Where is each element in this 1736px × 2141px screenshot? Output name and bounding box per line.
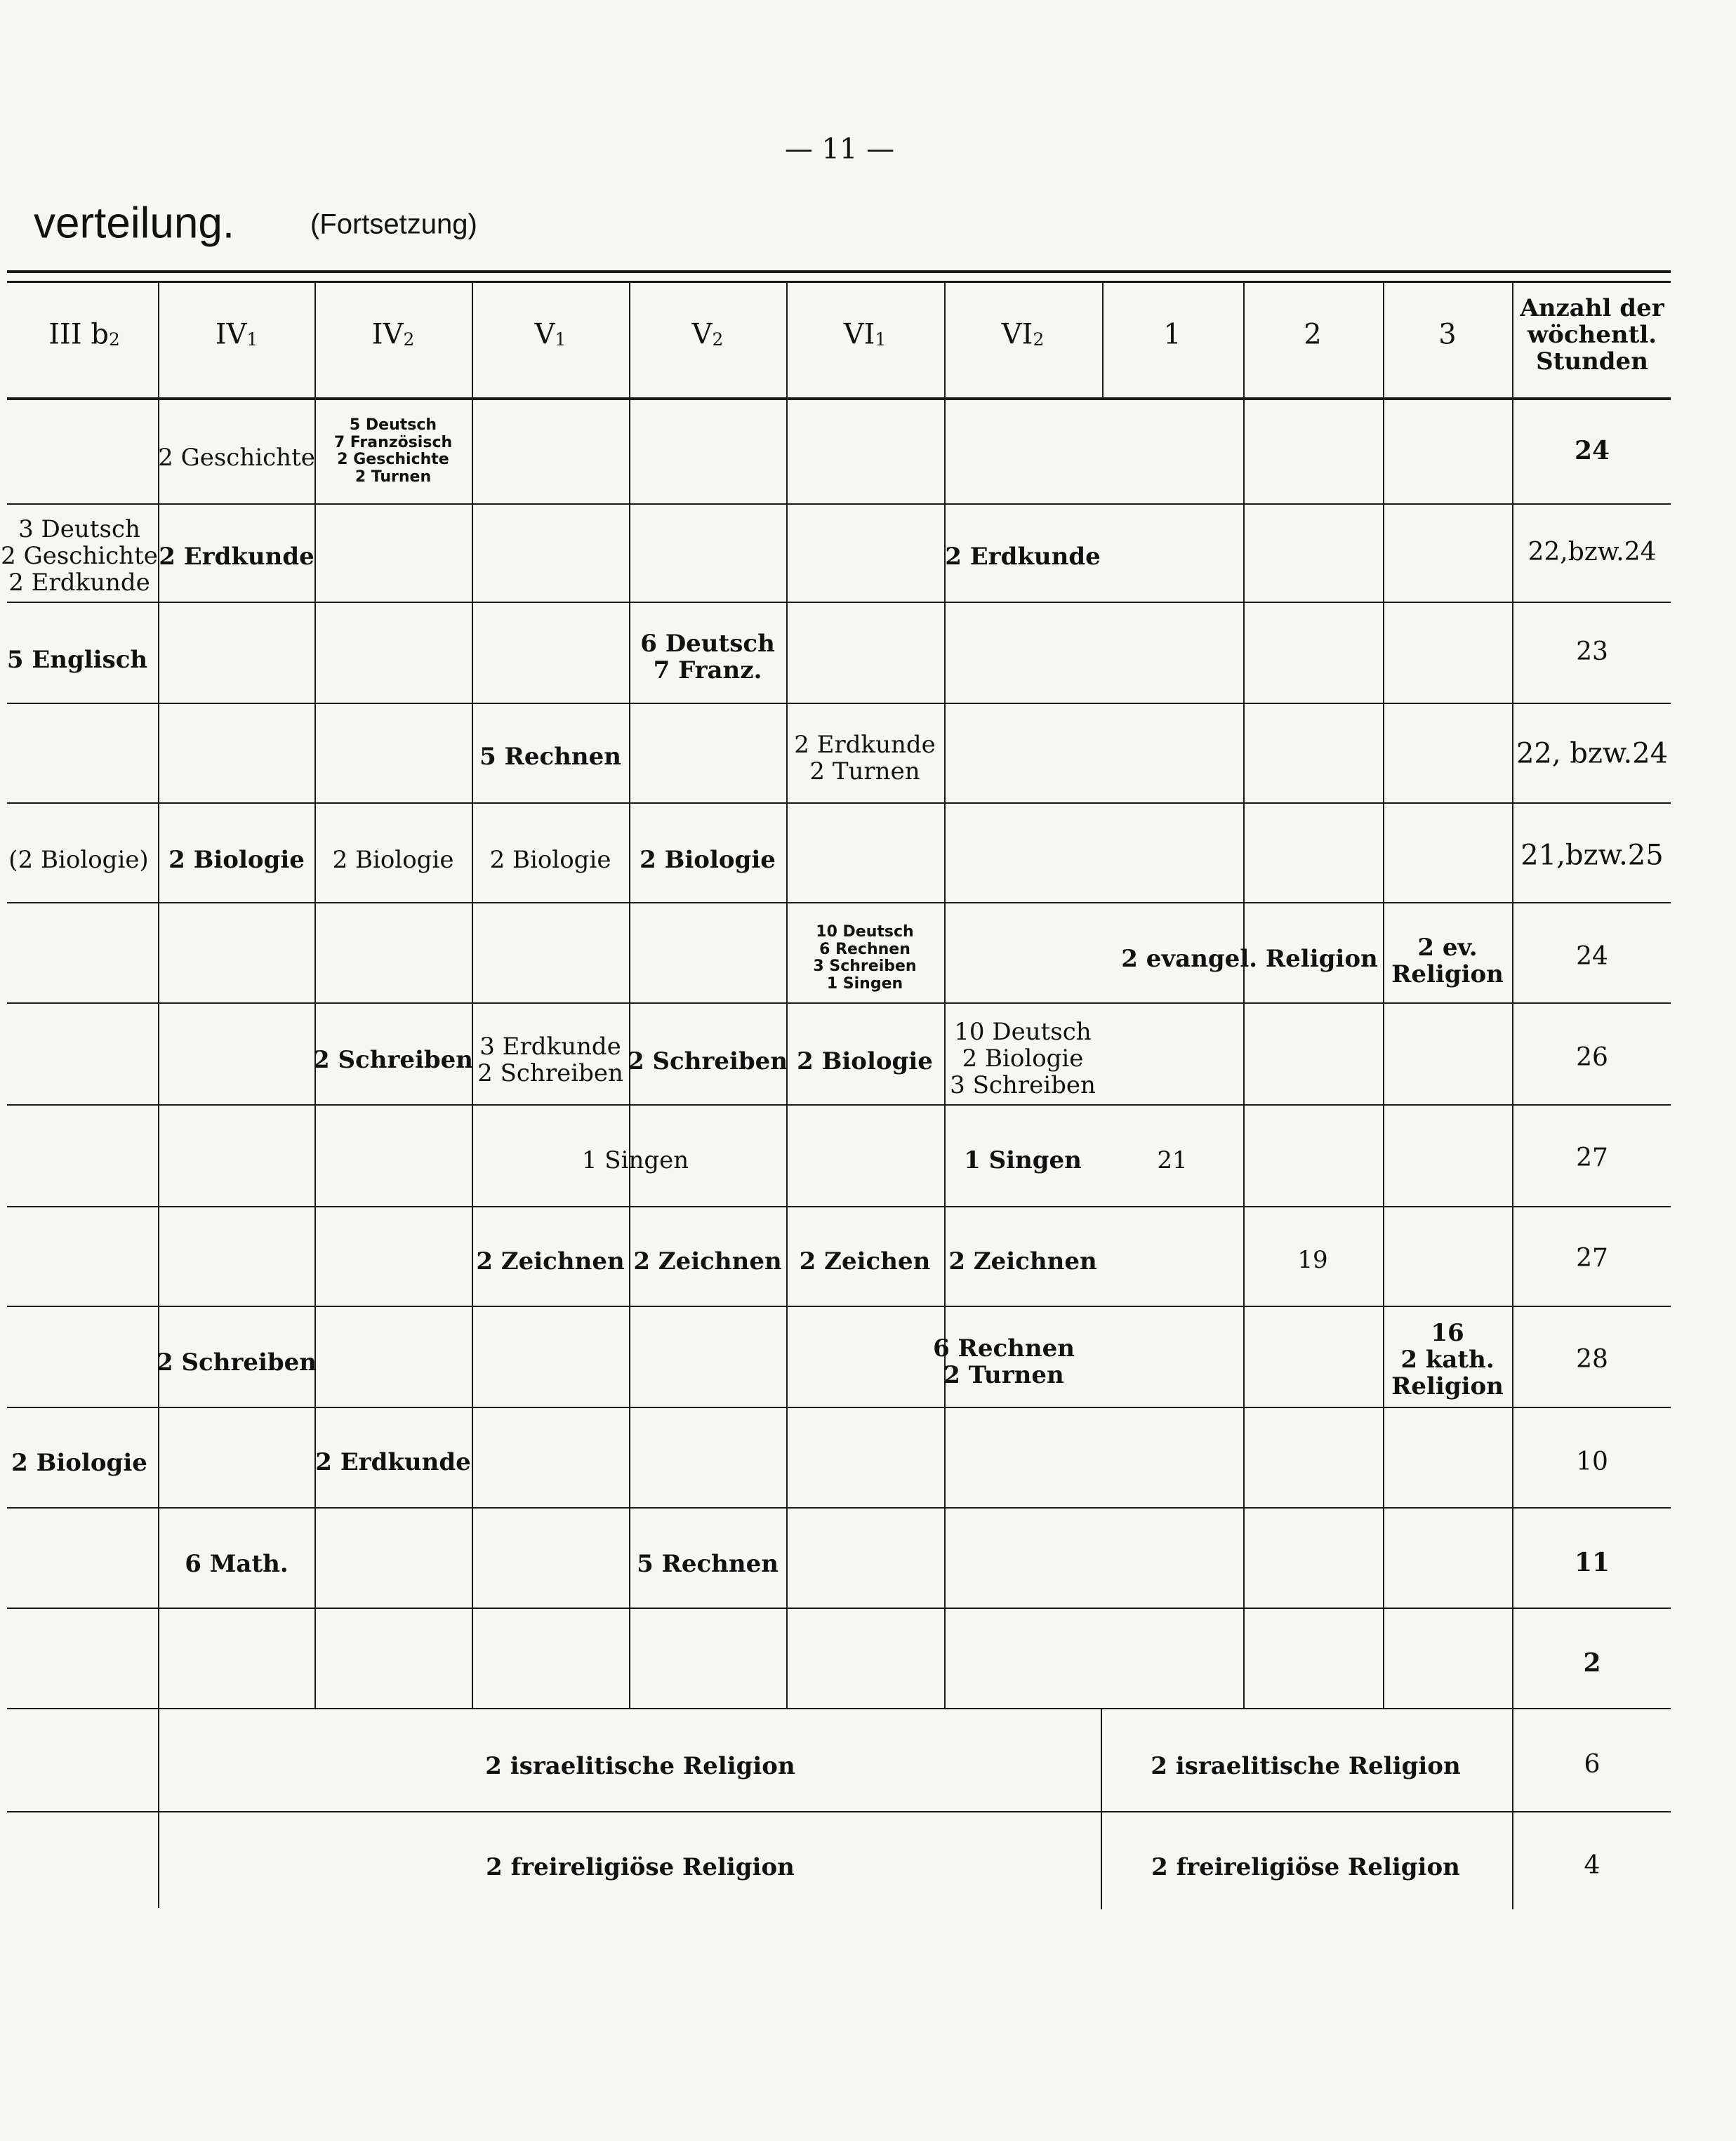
cell-r11-c0: 2 Biologie	[11, 1448, 147, 1477]
cell-r5-c1: 2 Biologie	[168, 845, 305, 874]
cell-r10-hours: 28	[1576, 1344, 1608, 1374]
cell-r3-c0: 5 Englisch	[6, 645, 148, 674]
page-number: — 11 —	[784, 133, 895, 166]
cell-r8-c6: 1 Singen	[964, 1146, 1082, 1174]
cell-r9-hours: 27	[1576, 1243, 1608, 1273]
cell-r6-c78: 2 evangel. Religion	[1121, 944, 1378, 973]
cell-r4-c5: 2 Erdkunde 2 Turnen	[794, 730, 936, 786]
page-subtitle: (Fortsetzung)	[310, 208, 477, 240]
cell-r9-c5: 2 Zeichen	[799, 1247, 931, 1275]
col-rule	[1101, 1709, 1102, 1909]
header-class-iv2: $IV_2$	[371, 318, 415, 351]
cell-r12-hours: 11	[1574, 1547, 1610, 1577]
row-separator	[7, 902, 1671, 903]
page-title: verteilung.	[34, 199, 235, 248]
col-rule	[944, 399, 946, 1709]
cell-r5-c2: 2 Biologie	[332, 845, 454, 874]
cell-r9-c3: 2 Zeichnen	[476, 1247, 625, 1275]
cell-r3-hours: 23	[1576, 637, 1608, 666]
cell-r4-c3: 5 Rechnen	[479, 742, 621, 771]
header-hours: Anzahl der wöchentl. Stunden	[1520, 293, 1664, 376]
row-separator	[7, 1002, 1671, 1004]
cell-r6-c5: 10 Deutsch 6 Rechnen 3 Schreiben 1 Singen	[813, 922, 917, 993]
cell-r15-left: 2 freireligiöse Religion	[486, 1852, 795, 1881]
cell-r3-c4: 6 Deutsch 7 Franz.	[640, 629, 775, 684]
col-rule	[1243, 399, 1245, 1709]
cell-r7-c2: 2 Schreiben	[312, 1045, 474, 1074]
col-rule	[158, 282, 159, 399]
col-rule	[629, 282, 630, 399]
col-rule	[1243, 282, 1245, 399]
col-rule	[1383, 399, 1384, 1709]
cell-r1-c2: 5 Deutsch 7 Französisch 2 Geschichte 2 Turnen	[333, 416, 453, 486]
cell-r15-right: 2 freireligiöse Religion	[1151, 1852, 1460, 1881]
header-class-iiib2: III $b_2$	[48, 318, 120, 351]
col-rule	[314, 282, 316, 399]
cell-r9-c6: 2 Zeichnen	[948, 1247, 1097, 1275]
row-separator	[7, 1708, 1671, 1709]
row-separator	[7, 802, 1671, 804]
cell-r9-c8: 19	[1297, 1245, 1328, 1274]
cell-r5-c3: 2 Biologie	[489, 845, 611, 874]
header-class-iv1: $IV_1$	[215, 318, 258, 351]
cell-r10-c6: 6 Rechnen 2 Turnen	[933, 1334, 1075, 1389]
col-rule	[472, 282, 473, 399]
cell-r14-hours: 6	[1584, 1749, 1601, 1779]
col-rule	[1102, 282, 1104, 399]
header-rule	[7, 397, 1671, 400]
col-rule	[1383, 282, 1384, 399]
row-separator	[7, 1811, 1671, 1812]
top-rule-2	[7, 281, 1671, 283]
header-class-1: 1	[1163, 318, 1181, 351]
row-separator	[7, 1608, 1671, 1609]
row-separator	[7, 1306, 1671, 1307]
cell-r5-hours: 21,bzw.25	[1520, 839, 1664, 872]
cell-r10-c1: 2 Schreiben	[156, 1348, 317, 1377]
cell-r7-c5: 2 Biologie	[797, 1047, 933, 1075]
cell-r9-c4: 2 Zeichnen	[633, 1247, 782, 1275]
row-separator	[7, 503, 1671, 505]
cell-r5-c0: (2 Biologie)	[8, 845, 149, 874]
header-class-3: 3	[1438, 318, 1457, 351]
header-class-v2: $V_2$	[691, 318, 724, 351]
cell-r8-c7: 21	[1157, 1146, 1188, 1174]
cell-r6-hours: 24	[1576, 941, 1608, 971]
row-separator	[7, 1104, 1671, 1106]
cell-r7-c4: 2 Schreiben	[627, 1047, 788, 1075]
cell-r8-c34: 1 Singen	[581, 1146, 689, 1174]
cell-r11-c2: 2 Erdkunde	[315, 1447, 471, 1476]
cell-r1-hours: 24	[1574, 435, 1610, 465]
header-class-2: 2	[1304, 318, 1322, 351]
cell-r12-c4: 5 Rechnen	[637, 1549, 778, 1578]
header-class-v1: $V_1$	[534, 318, 566, 351]
col-rule	[786, 282, 788, 399]
cell-r2-hours: 22,bzw.24	[1528, 537, 1657, 566]
cell-r13-hours: 2	[1583, 1648, 1601, 1678]
cell-r14-right: 2 israelitische Religion	[1151, 1751, 1461, 1780]
header-class-vi2: $VI_2$	[1001, 318, 1045, 351]
cell-r11-hours: 10	[1576, 1447, 1608, 1476]
cell-r2-c0: 3 Deutsch 2 Geschichte 2 Erdkunde	[1, 515, 158, 597]
row-separator	[7, 1407, 1671, 1408]
cell-r10-c9: 16 2 kath. Religion	[1391, 1318, 1504, 1401]
col-rule	[158, 399, 159, 1908]
cell-r4-hours: 22, bzw.24	[1516, 737, 1669, 770]
cell-r15-hours: 4	[1584, 1850, 1601, 1880]
row-separator	[7, 1507, 1671, 1509]
cell-r2-c1: 2 Erdkunde	[159, 542, 314, 571]
cell-r8-hours: 27	[1576, 1143, 1608, 1172]
cell-r2-c6: 2 Erdkunde	[945, 542, 1101, 571]
row-separator	[7, 703, 1671, 704]
top-rule	[7, 270, 1671, 273]
cell-r5-c4: 2 Biologie	[640, 845, 776, 874]
cell-r7-c6: 10 Deutsch 2 Biologie 3 Schreiben	[950, 1017, 1096, 1100]
cell-r7-c3: 3 Erdkunde 2 Schreiben	[477, 1032, 623, 1087]
cell-r1-c1: 2 Geschichte	[158, 443, 315, 472]
cell-r6-c9: 2 ev. Religion	[1391, 933, 1504, 988]
cell-r7-hours: 26	[1576, 1042, 1608, 1072]
cell-r12-c1: 6 Math.	[185, 1549, 289, 1578]
cell-r14-left: 2 israelitische Religion	[485, 1751, 795, 1780]
col-rule	[944, 282, 946, 399]
row-separator	[7, 602, 1671, 603]
col-rule	[1512, 282, 1513, 1909]
header-class-vi1: $VI_1$	[843, 318, 887, 351]
row-separator	[7, 1206, 1671, 1207]
